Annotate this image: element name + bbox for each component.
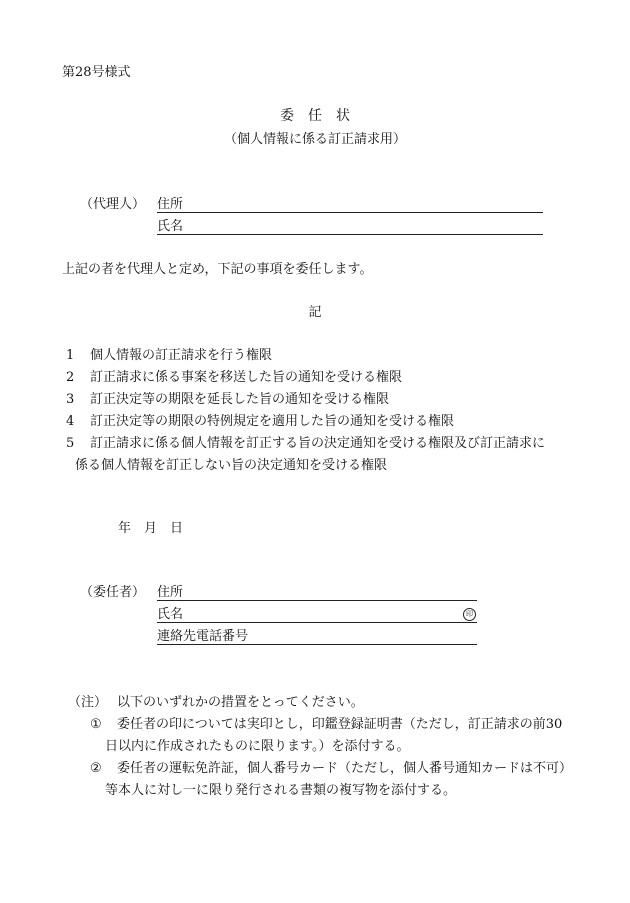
note-item-text-cont: 等本人に対し一に限り発行される書類の複写物を添付する。 (105, 783, 457, 798)
principal-address-label: 住所 (157, 585, 184, 600)
principal-phone-label: 連絡先電話番号 (157, 629, 249, 644)
note-item-mark: ② (90, 761, 102, 776)
note-intro: 以下のいずれかの措置をとってください。 (117, 695, 364, 710)
item-text: 訂正請求に係る事案を移送した旨の通知を受ける権限 (90, 370, 403, 385)
principal-address-line[interactable] (157, 600, 477, 601)
list-item-continuation: 係る個人情報を訂正しない旨の決定通知を受ける権限 (75, 458, 388, 473)
agent-name-label: 氏名 (157, 219, 184, 234)
principal-role-label: （委任者） (80, 585, 146, 600)
item-number: 4 (66, 414, 75, 429)
note-item-text-cont: 日以内に作成されたものに限ります。）を添付する。 (105, 739, 410, 754)
list-item (66, 371, 402, 384)
list-item (66, 349, 272, 362)
agent-address-label: 住所 (157, 197, 184, 212)
date-line[interactable]: 年 月 日 (118, 521, 184, 536)
item-number: 2 (66, 370, 75, 385)
note-item-text: 委任者の印については実印とし，印鑑登録証明書（ただし，訂正請求の前30 (117, 717, 563, 732)
item-number: 3 (66, 392, 75, 407)
note-item-mark: ① (90, 717, 102, 732)
item-text: 訂正決定等の期限の特例規定を適用した旨の通知を受ける権限 (90, 414, 455, 429)
list-item (66, 415, 454, 428)
principal-name-line[interactable] (157, 622, 477, 623)
agent-name-line[interactable] (157, 234, 543, 235)
agent-address-line[interactable] (157, 212, 543, 213)
item-text: 個人情報の訂正請求を行う権限 (90, 348, 273, 363)
principal-phone-line[interactable] (157, 644, 477, 645)
list-item (66, 393, 389, 406)
agent-role-label: （代理人） (80, 197, 146, 212)
note-label: （注） (68, 695, 108, 710)
item-number: 5 (66, 436, 75, 451)
note-item-text: 委任者の運転免許証，個人番号カード（ただし，個人番号通知カードは不可） (117, 761, 573, 776)
document-subtitle: （個人情報に係る訂正請求用） (223, 132, 406, 147)
delegation-statement: 上記の者を代理人と定め，下記の事項を委任します。 (62, 262, 373, 277)
item-text: 訂正請求に係る個人情報を訂正する旨の決定通知を受ける権限及び訂正請求に (90, 436, 546, 451)
seal-mark: 印 (463, 608, 476, 621)
document-title: 委 任 状 (280, 108, 350, 124)
list-item (66, 437, 545, 450)
item-text: 訂正決定等の期限を延長した旨の通知を受ける権限 (90, 392, 390, 407)
ki-heading: 記 (308, 305, 322, 320)
principal-name-label: 氏名 (157, 607, 184, 622)
item-number: 1 (66, 348, 75, 363)
form-number: 第28号様式 (62, 65, 131, 80)
